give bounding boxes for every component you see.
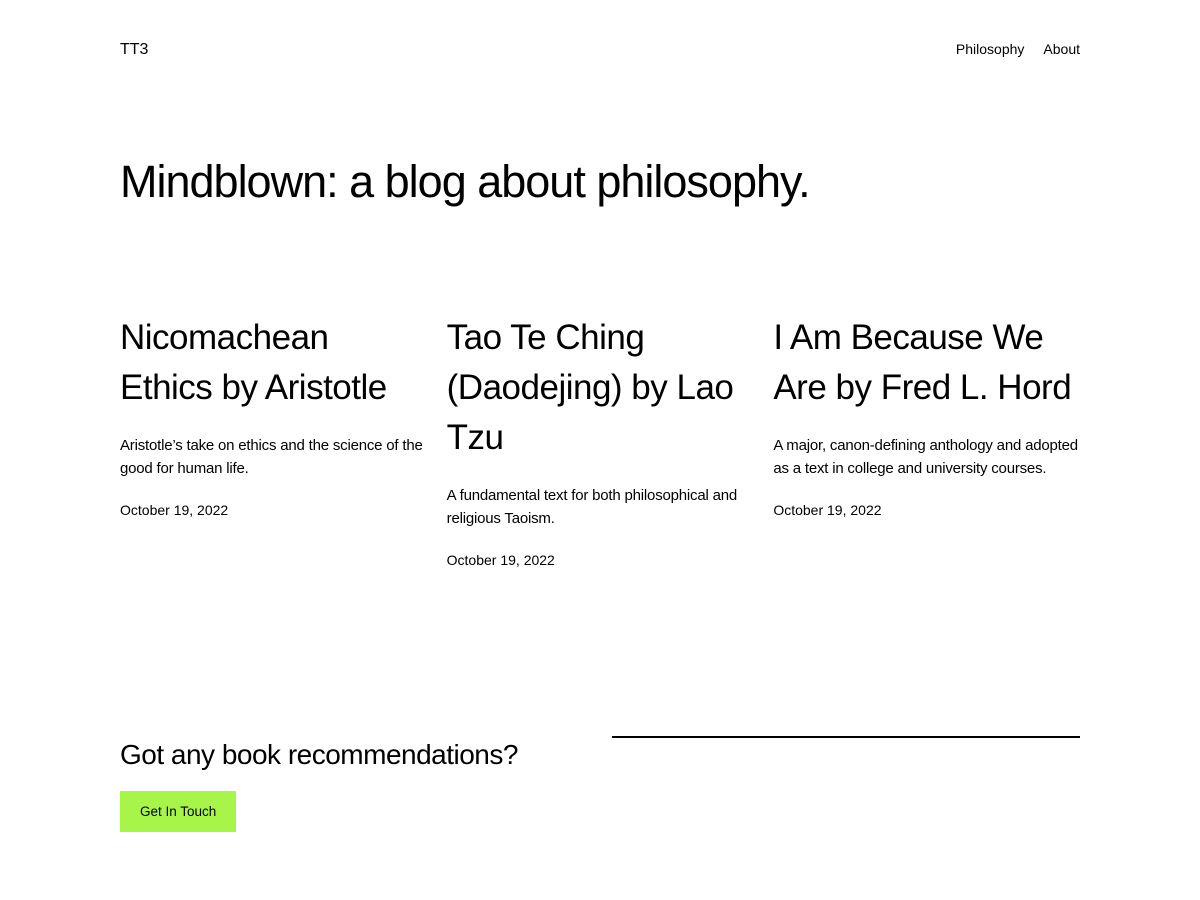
post-title-link[interactable]: I Am Because We Are by Fred L. Hord bbox=[773, 318, 1072, 407]
cta-heading: Got any book recommendations? bbox=[120, 739, 518, 770]
nav-item-philosophy[interactable]: Philosophy bbox=[955, 41, 1025, 57]
post-excerpt: A major, canon-defining anthology and adopted as a text in college and university courses. bbox=[773, 437, 1078, 477]
page-title: Mindblown: a blog about philosophy. bbox=[120, 156, 810, 207]
site-title-link[interactable]: TT3 bbox=[120, 41, 149, 58]
post-card bbox=[447, 313, 754, 570]
primary-nav bbox=[956, 40, 1080, 59]
site-header bbox=[120, 0, 1080, 59]
post-card bbox=[773, 313, 1080, 570]
get-in-touch-button[interactable]: Get In Touch bbox=[120, 791, 236, 832]
post-excerpt: Aristotle’s take on ethics and the science of the good for human life. bbox=[120, 437, 423, 477]
cta-section bbox=[120, 736, 1080, 832]
post-title-link[interactable]: Nicomachean Ethics by Aristotle bbox=[120, 318, 387, 407]
post-excerpt: A fundamental text for both philosophical and religious Taoism. bbox=[446, 487, 738, 527]
post-grid bbox=[120, 313, 1080, 570]
post-date: October 19, 2022 bbox=[120, 502, 229, 518]
post-card bbox=[120, 313, 427, 570]
post-date: October 19, 2022 bbox=[773, 502, 882, 518]
page-container bbox=[120, 0, 1080, 832]
post-date: October 19, 2022 bbox=[446, 552, 555, 568]
nav-item-about[interactable]: About bbox=[1043, 41, 1080, 57]
post-title-link[interactable]: Tao Te Ching (Daodejing) by Lao Tzu bbox=[446, 318, 734, 457]
